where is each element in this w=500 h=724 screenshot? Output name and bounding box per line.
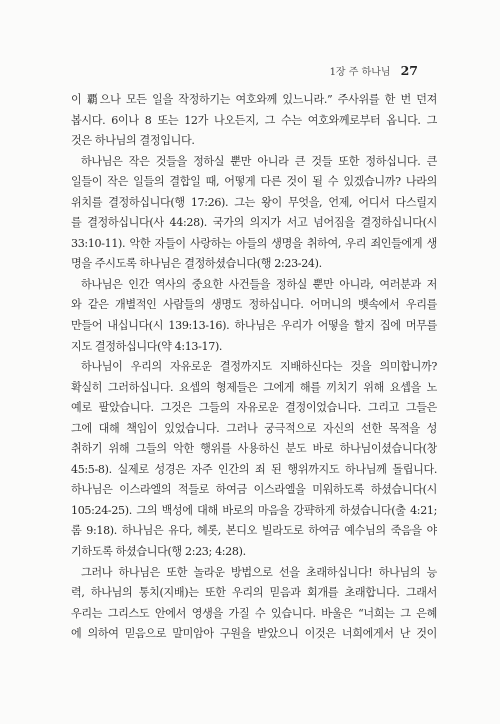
text-line: 에 의하여 믿음으로 말미암아 구원을 받았으니 이것은 너희에게서 난 것이 (71, 627, 437, 641)
body-text (71, 90, 437, 645)
running-header (330, 63, 418, 78)
text-line: 그에 대해 책임이 있었습니다. 그러나 궁극적으로 자신의 선한 목적을 성 (71, 421, 437, 435)
text-line: 45:5-8). 실제로 성경은 자주 인간의 죄 된 행위까지도 하나님께 돌립니다. (71, 462, 437, 476)
chapter-title: 1장 주 하나님 (329, 67, 391, 78)
text-line: 기하도록 하셨습니다(행 2:23; 4:28). (71, 545, 246, 559)
paragraph (71, 90, 437, 152)
paragraph (71, 357, 437, 562)
paragraph (71, 563, 437, 645)
paragraph (71, 152, 437, 275)
text-line: 하나님은 인간 역사의 중요한 사건들을 정하실 뿐만 아니라, 여러분과 저 (81, 277, 437, 291)
text-line: 와 같은 개별적인 사람들의 생명도 정하십니다. 어머니의 뱃속에서 우리를 (71, 298, 437, 312)
text-line: 를 결정하십니다(사 44:28). 국가의 의지가 서고 넘어짐을 결정하십니다(시 (71, 216, 437, 230)
paragraph (71, 275, 437, 357)
page-number: 27 (400, 63, 418, 78)
text-line: 력, 하나님의 통치(지배)는 또한 우리의 믿음과 회개를 초래합니다. 그래서 (71, 586, 437, 600)
text-line: 봅시다. 6이나 8 또는 12가 나오든지, 그 수는 여호와께로부터 옵니다. 그 (71, 113, 437, 127)
text-line: 하나님은 이스라엘의 적들로 하여금 이스라엘을 미워하도록 하셨습니다(시 (71, 483, 437, 497)
text-line: 지도 결정하십니다(약 4:13-17). (71, 339, 223, 353)
text-line: 33:10-11). 악한 자들이 사랑하는 아들의 생명을 취하여, 우리 죄인들에게 생 (71, 236, 437, 250)
text-line: 것은 하나님의 결정입니다. (71, 134, 195, 148)
text-line: 105:24-25). 그의 백성에 대해 바로의 마음을 강퍅하게 하셨습니다(출 4:21; (71, 503, 437, 517)
text-line: 하나님은 작은 것들을 정하실 뿐만 아니라 큰 것들 또한 정하십니다. 큰 (81, 154, 437, 168)
text-line: 그러나 하나님은 또한 놀라운 방법으로 선을 초래하십니다! 하나님의 능 (81, 565, 437, 579)
text-line: 명을 주시도록 하나님은 결정하셨습니다(행 2:23-24). (71, 257, 322, 271)
text-line: 예로 팔았습니다. 그것은 그들의 자유로운 결정이었습니다. 그리고 그들은 (71, 401, 437, 415)
text-line: 취하기 위해 그들의 악한 행위를 사용하신 분도 바로 하나님이셨습니다(창 (71, 442, 437, 456)
text-line: 만들어 내십니다(시 139:13-16). 하나님은 우리가 어떻을 할지 집에 머무를 (71, 319, 437, 333)
text-line: 하나님이 우리의 자유로운 결정까지도 지배하신다는 것을 의미합니까? (81, 360, 437, 374)
text-line: 우리는 그리스도 안에서 영생을 가질 수 있습니다. 바울은 “너희는 그 은혜 (71, 606, 437, 620)
text-line: 이 覇으나 모든 일을 작정하기는 여호와께 있느니라.” 주사위를 한 번 던져 (71, 93, 437, 106)
text-line: 확실히 그러하십니다. 요셉의 형제들은 그에게 해를 끼치기 위해 요셉을 노 (71, 380, 437, 394)
text-line: 위치를 결정하십니다(행 17:26). 그는 왕이 무엇을, 언제, 어디서 다스릴지 (71, 195, 437, 209)
text-line: 롬 9:18). 하나님은 유다, 헤롯, 본디오 빌라도로 하여금 예수님의 죽음을 야 (71, 524, 437, 538)
text-line: 일들이 작은 일들의 결합일 때, 어떻게 다른 것이 될 수 있겠습니까? 나라의 (71, 175, 437, 189)
